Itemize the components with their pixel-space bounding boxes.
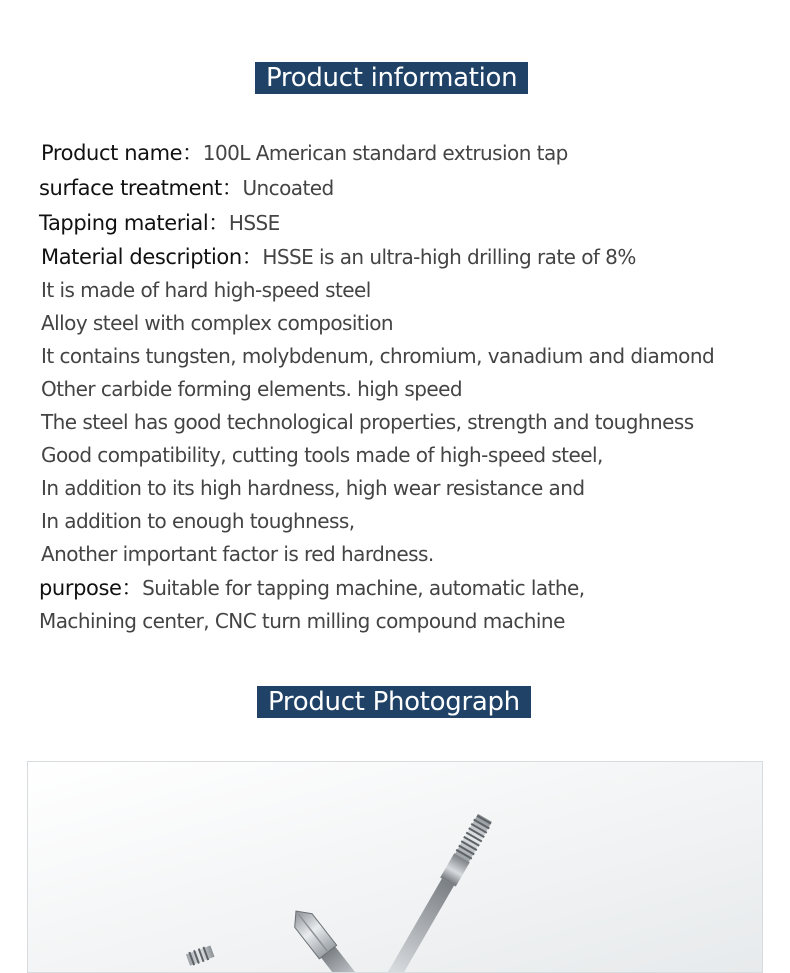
- field-tapping-material: [39, 210, 280, 236]
- product-photo: [27, 761, 763, 973]
- description-line: The steel has good technological properties, strength and toughness: [41, 410, 694, 434]
- field-label: Tapping material：: [39, 211, 229, 235]
- description-line: It contains tungsten, molybdenum, chromium, vanadium and diamond: [41, 344, 715, 368]
- field-value: HSSE: [228, 211, 280, 235]
- field-label: purpose：: [39, 576, 143, 600]
- description-line: In addition to its high hardness, high wear resistance and: [41, 476, 585, 500]
- description-line: It is made of hard high-speed steel: [41, 278, 371, 302]
- field-material-description: [41, 244, 636, 270]
- field-value: Uncoated: [242, 176, 334, 200]
- field-product-name: [41, 140, 568, 166]
- product-photograph-heading: Product Photograph: [257, 686, 531, 718]
- extrusion-tap-illustration: [28, 762, 762, 972]
- description-line: Another important factor is red hardness.: [41, 542, 434, 566]
- product-information-heading: Product information: [255, 62, 528, 94]
- field-label: Material description：: [41, 245, 263, 269]
- description-line: Other carbide forming elements. high speed: [41, 377, 463, 401]
- field-label: Product name：: [41, 141, 203, 165]
- field-surface-treatment: [39, 175, 334, 201]
- field-label: surface treatment：: [39, 176, 243, 200]
- description-line: Good compatibility, cutting tools made of high-speed steel,: [41, 443, 603, 467]
- field-purpose: [39, 575, 585, 601]
- purpose-continuation: Machining center, CNC turn milling compound machine: [39, 609, 565, 633]
- field-value: 100L American standard extrusion tap: [202, 141, 568, 165]
- field-value: HSSE is an ultra-high drilling rate of 8%: [262, 245, 636, 269]
- field-value: Suitable for tapping machine, automatic lathe,: [142, 576, 585, 600]
- description-line: Alloy steel with complex composition: [41, 311, 394, 335]
- description-line: In addition to enough toughness,: [41, 509, 355, 533]
